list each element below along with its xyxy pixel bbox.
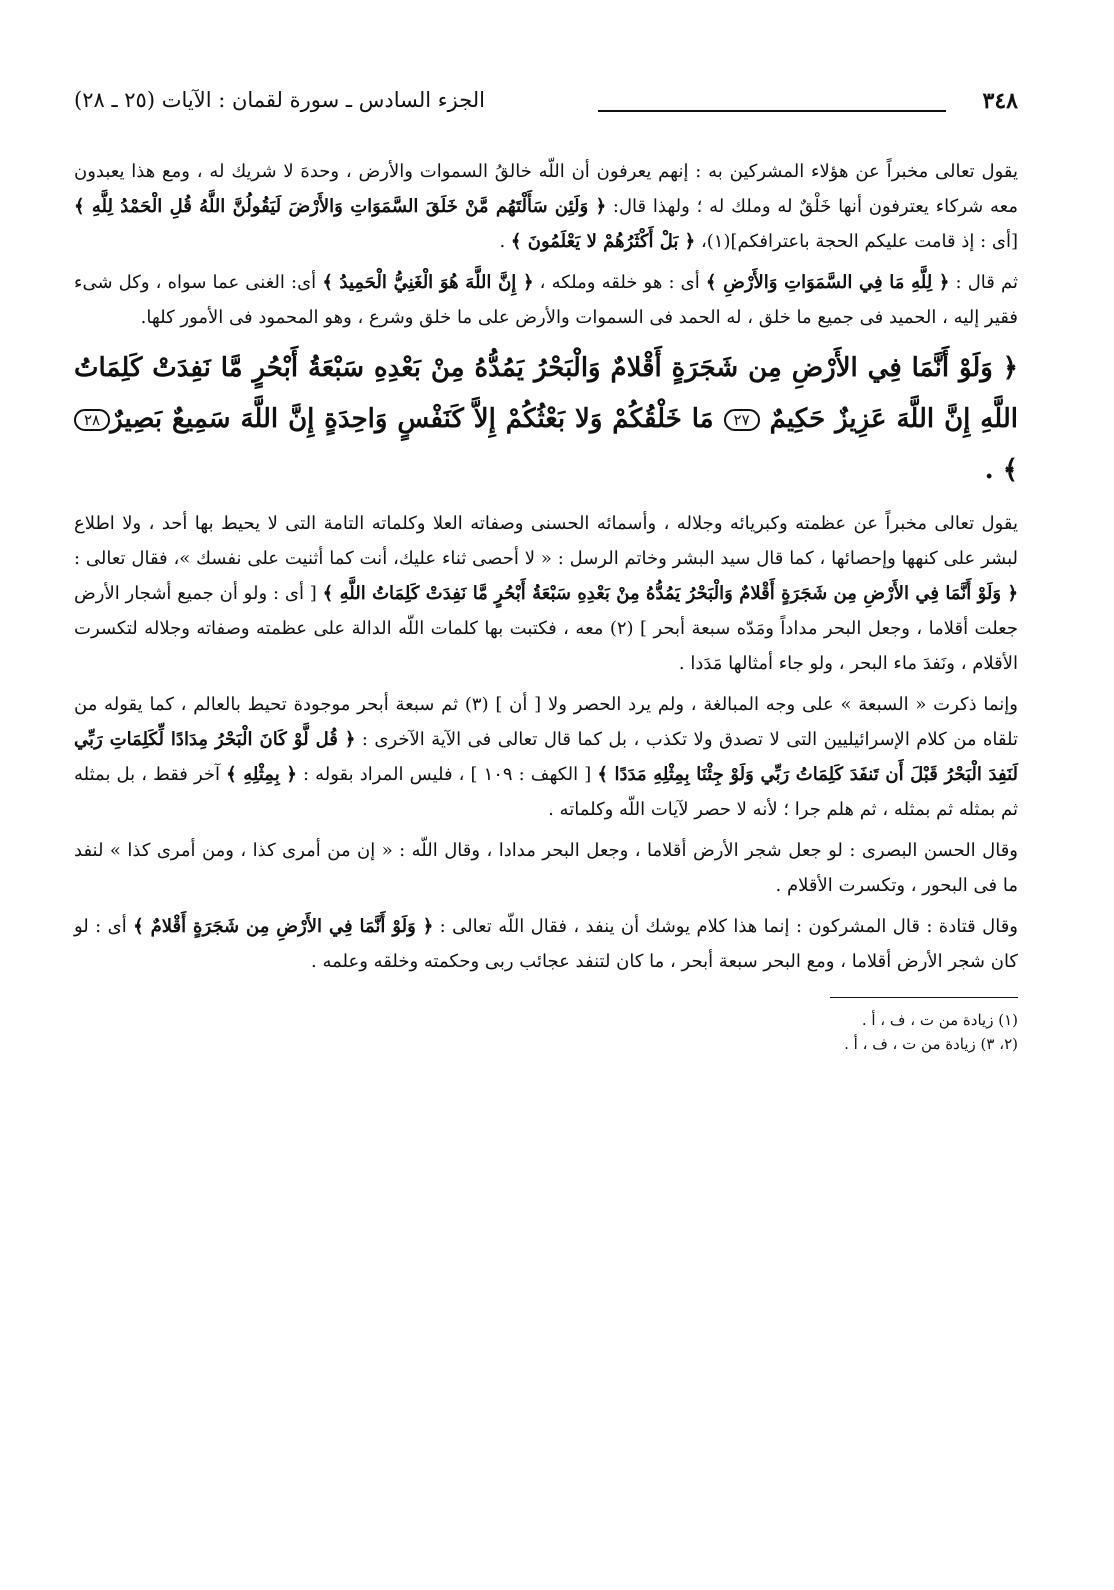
header-title: الجزء السادس ـ سورة لقمان : الآيات (٢٥ ـ ٢٨)	[74, 88, 485, 112]
header-rule	[598, 110, 946, 112]
paragraph-3	[74, 506, 1018, 681]
text-segment: آخر فقط ، بل بمثله ثم بمثله ثم بمثله ، ثم هلم جرا ؛ لأنه لا حصر لآيات اللّه وكلماته .	[74, 764, 1018, 820]
verse-text: مَا خَلْقُكُمْ وَلا بَعْثُكُمْ إِلاَّ كَنَفْسٍ وَاحِدَةٍ إِنَّ اللَّهَ سَمِيعٌ بَصِيرٌ	[110, 404, 714, 434]
text-segment: أى: الغنى عما سواه ، وكل شىء فقير إليه ، الحميد فى جميع ما خلق ، له الحمد فى السموات والأرض على ما خلق وشرع ، وهو المحمود فى الأمور كلها.	[74, 272, 1018, 328]
running-header	[74, 80, 1018, 120]
text-segment: وإنما ذكرت « السبعة » على وجه المبالغة ، ولم يرد الحصر ولا [ أن ] (٣) ثم سبعة أبحر موجودة تحيط بالعالم ، كما يقوله من تلقاه من كلام الإسرائيليين التى لا تصدق ولا تكذب ، بل كما قال تعالى فى الآية الآخرى :	[74, 694, 1018, 750]
quran-quote: ﴿ بِمِثْلِهِ ﴾	[226, 764, 297, 785]
paragraph-2	[74, 265, 1018, 335]
quran-quote: ﴿ لِلَّهِ مَا فِي السَّمَوَاتِ وَالأَرْضِ ﴾	[705, 272, 950, 293]
text-segment: [ الكهف : ١٠٩ ] ، فليس المراد بقوله :	[296, 764, 598, 785]
quran-quote: ﴿ بَلْ أَكْثَرُهُمْ لا يَعْلَمُونَ ﴾	[510, 231, 696, 252]
verse-number-badge: ٢٨	[74, 409, 110, 431]
text-segment: يقول تعالى مخبراً عن هؤلاء المشركين به : إنهم يعرفون أن اللّه خالقُ السموات والأرض ، وحدهَ لا شريك له ، ومع هذا يعبدون معه شركاء يعترفون أنها خَلْقٌ له وملك له ؛ ولهذا قال:	[74, 161, 1018, 217]
footnote-2: (٢، ٣) زيادة من ت ، ف ، أ .	[844, 1035, 1018, 1053]
footnote-1: (١) زيادة من ت ، ف ، أ .	[861, 1011, 1018, 1029]
paragraph-1	[74, 154, 1018, 259]
text-segment: وقال الحسن البصرى : لو جعل شجر الأرض أقلاما ، وجعل البحر مدادا ، وقال اللّه : « إن من أمرى كذا ، ومن أمرى كذا » لنفد ما فى البحور ، وتكسرت الأقلام .	[74, 840, 1018, 896]
text-segment: أى : هو خلقه وملكه ،	[533, 272, 706, 293]
text-segment: يقول تعالى مخبراً عن عظمته وكبريائه وجلاله ، وأسمائه الحسنى وصفاته العلا وكلماته التامة التى لا يحيط بها أحد ، ولا اطلاع لبشر على كنهها وإحصائها ، كما قال سيد البشر وخاتم الرسل : « لا أحصى ثناء عليك، أنت كما أثنيت على نفسك »، فقال تعالى :	[74, 513, 1018, 569]
quran-quote: ﴿ وَلَئِن سَأَلْتَهُم مَّنْ خَلَقَ السَّمَوَاتِ وَالأَرْضَ لَيَقُولُنَّ اللَّهُ قُلِ الْحَمْدُ لِلَّهِ ﴾	[74, 196, 607, 217]
text-segment: أى : لو كان شجر الأرض أقلاما ، ومع البحر سبعة أبحر ، ما كان لتنفد عجائب ربى وحكمته وخلقه وعلمه .	[74, 916, 1018, 972]
quran-quote: ﴿ إِنَّ اللَّهَ هُوَ الْغَنِيُّ الْحَمِيدُ ﴾	[322, 272, 534, 293]
page-number: ٣٤٨	[982, 88, 1018, 114]
text-segment: [ أى : ولو أن جميع أشجار الأرض جعلت أقلاما ، وجعل البحر مداداً ومَدّه سبعة أبحر ] (٢) معه ، فكتبت بها كلمات اللّه الدالة على عظمته وصفاته وجلاله لتكسرت الأقلام ، ونَفدَ ماء البحر ، ولو جاء أمثالها مَدَدا .	[74, 583, 1018, 674]
quran-quote: ﴿ وَلَوْ أَنَّمَا فِي الأَرْضِ مِن شَجَرَةٍ أَقْلامٌ وَالْبَحْرُ يَمُدُّهُ مِنْ بَعْدِهِ سَبْعَةُ أَبْحُرٍ مَّا نَفِدَتْ كَلِمَاتُ اللَّهِ ﴾	[322, 583, 1018, 604]
text-segment: ثم قال :	[949, 272, 1018, 293]
verse-end-bracket: ﴾ .	[984, 455, 1018, 485]
verse-text: ﴿ وَلَوْ أَنَّمَا فِي الأَرْضِ مِن شَجَرَةٍ أَقْلامٌ وَالْبَحْرُ يَمُدُّهُ مِنْ بَعْدِهِ سَبْعَةُ أَبْحُرٍ مَّا نَفِدَتْ كَلِمَاتُ اللَّهِ إِنَّ اللَّهَ عَزِيزٌ حَكِيمٌ	[74, 353, 1019, 434]
verse-block	[74, 343, 1018, 496]
paragraph-4	[74, 687, 1018, 827]
text-segment: وقال قتادة : قال المشركون : إنما هذا كلام يوشك أن ينفد ، فقال اللّه تعالى :	[433, 916, 1018, 937]
book-page	[74, 80, 1018, 1056]
paragraph-5	[74, 833, 1018, 903]
text-segment: [أى : إذ قامت عليكم الحجة باعترافكم](١)،	[695, 231, 1018, 252]
verse-number-badge: ٢٧	[724, 409, 760, 431]
text-segment: .	[499, 231, 511, 252]
paragraph-6	[74, 909, 1018, 979]
quran-quote: ﴿ قُل لَّوْ كَانَ الْبَحْرُ مِدَادًا لِّكَلِمَاتِ رَبِّي لَنَفِدَ الْبَحْرُ قَبْلَ أَن تَنفَدَ كَلِمَاتُ رَبِّي وَلَوْ جِئْنَا بِمِثْلِهِ مَدَدًا ﴾	[74, 729, 1019, 785]
quran-quote: ﴿ وَلَوْ أَنَّمَا فِي الأَرْضِ مِن شَجَرَةٍ أَقْلامٌ ﴾	[133, 916, 434, 937]
footnote-rule	[830, 997, 1018, 998]
